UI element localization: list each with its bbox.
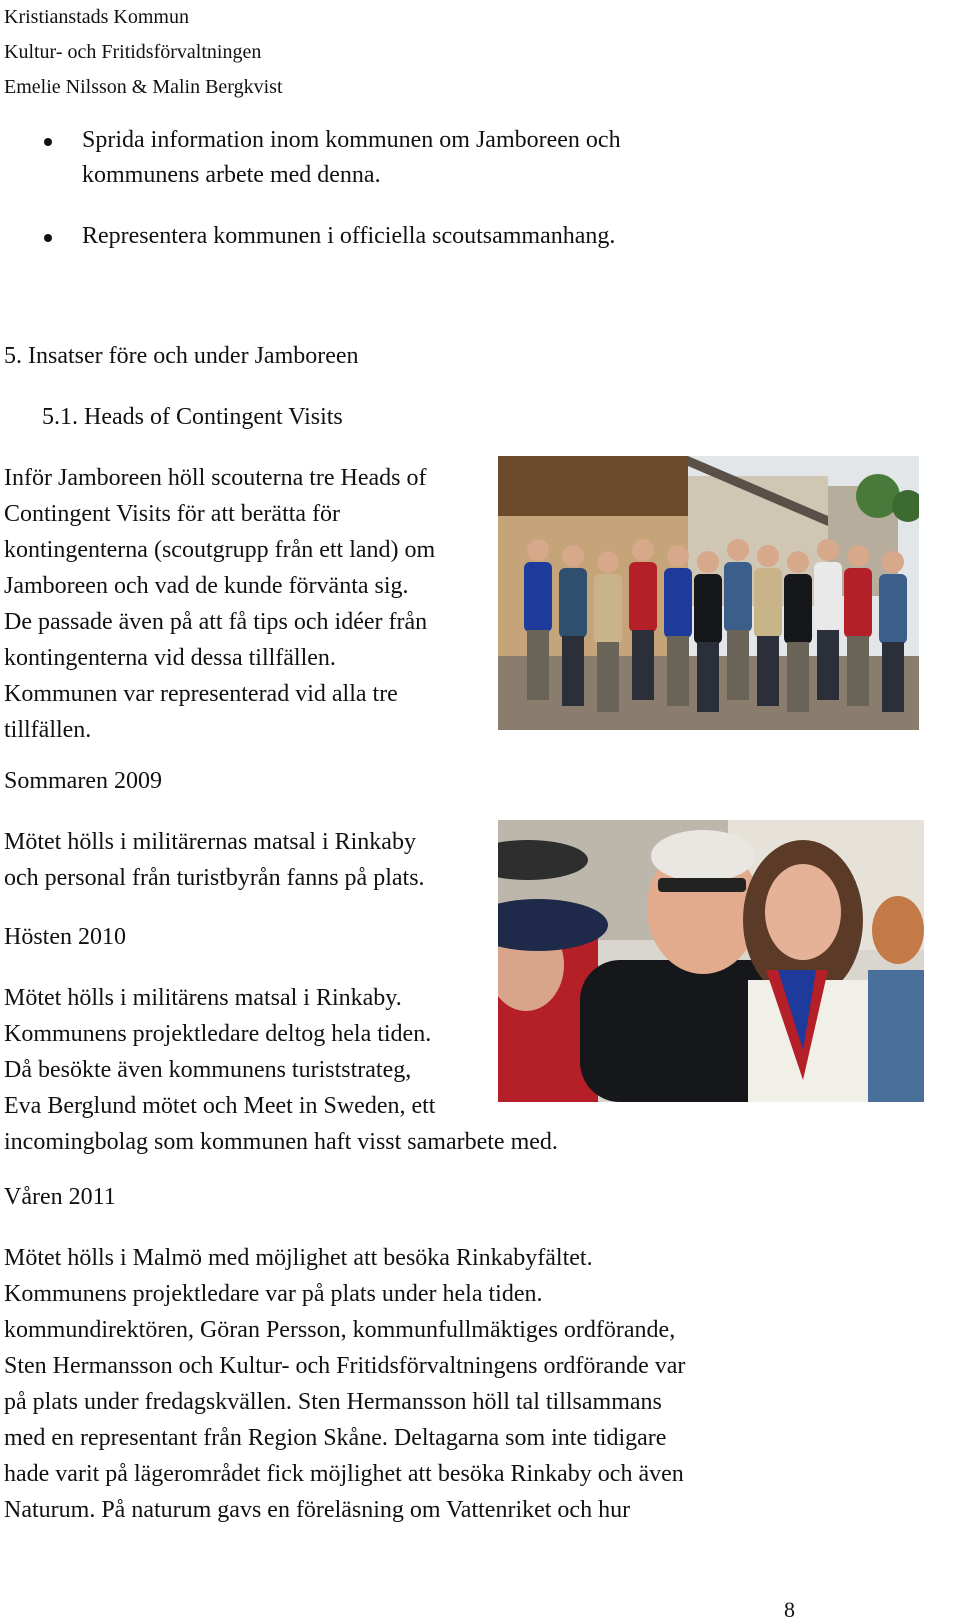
bullet-dot — [44, 138, 52, 146]
paragraph-line: Mötet hölls i militärernas matsal i Rinkaby — [4, 829, 416, 855]
subsection-heading: 5.1. Heads of Contingent Visits — [42, 404, 343, 430]
paragraph-line: Inför Jamboreen höll scouterna tre Heads of — [4, 465, 427, 491]
paragraph-line: med en representant från Region Skåne. Deltagarna som inte tidigare — [4, 1425, 667, 1451]
summer-2009-paragraph — [4, 824, 425, 896]
paragraph-line: hade varit på lägerområdet fick möjlighet att besöka Rinkaby och även — [4, 1461, 684, 1487]
bullet-dot — [44, 234, 52, 242]
page-number: 8 — [784, 1597, 795, 1622]
paragraph-line: på plats under fredagskvällen. Sten Hermansson höll tal tillsammans — [4, 1389, 662, 1415]
closeup-photo — [498, 820, 924, 1102]
paragraph-line: kontingenterna (scoutgrupp från ett land) om — [4, 537, 436, 563]
paragraph-line: Då besökte även kommunens turiststrateg, — [4, 1057, 412, 1083]
spring-2011-paragraph — [4, 1240, 685, 1528]
paragraph-line: och personal från turistbyrån fanns på plats. — [4, 865, 425, 891]
paragraph-line: Mötet hölls i Malmö med möjlighet att besöka Rinkabyfältet. — [4, 1245, 593, 1271]
spring-2011-title: Våren 2011 — [4, 1184, 116, 1210]
summer-2009-title: Sommaren 2009 — [4, 768, 162, 794]
paragraph-line: incomingbolag som kommunen haft visst samarbete med. — [4, 1129, 558, 1155]
paragraph-line: Mötet hölls i militärens matsal i Rinkaby. — [4, 985, 402, 1011]
bullet-text: Representera kommunen i officiella scoutsammanhang. — [82, 223, 616, 249]
paragraph-line: kommundirektören, Göran Persson, kommunfullmäktiges ordförande, — [4, 1317, 676, 1343]
document-header — [4, 0, 283, 105]
autumn-2010-title: Hösten 2010 — [4, 924, 126, 950]
paragraph-line: Kommunens projektledare var på plats under hela tiden. — [4, 1281, 543, 1307]
paragraph-line: kontingenterna vid dessa tillfällen. — [4, 645, 336, 671]
header-authors: Emelie Nilsson & Malin Bergkvist — [4, 76, 283, 98]
paragraph-line: tillfällen. — [4, 717, 92, 743]
bullet-text: Sprida information inom kommunen om Jamboreen och — [82, 127, 621, 153]
autumn-2010-paragraph — [4, 980, 558, 1160]
group-photo — [498, 456, 919, 730]
intro-paragraph — [4, 460, 494, 748]
paragraph-line: De passade även på att få tips och idéer från — [4, 609, 428, 635]
paragraph-line: Jamboreen och vad de kunde förvänta sig. — [4, 573, 409, 599]
paragraph-line: Kommunens projektledare deltog hela tiden. — [4, 1021, 432, 1047]
bullet-text: kommunens arbete med denna. — [82, 162, 381, 188]
header-municipality: Kristianstads Kommun — [4, 6, 189, 28]
paragraph-line: Eva Berglund mötet och Meet in Sweden, ett — [4, 1093, 436, 1119]
paragraph-line: Kommunen var representerad vid alla tre — [4, 681, 398, 707]
header-department: Kultur- och Fritidsförvaltningen — [4, 41, 262, 63]
paragraph-line: Contingent Visits för att berätta för — [4, 501, 341, 527]
paragraph-line: Naturum. På naturum gavs en föreläsning om Vattenriket och hur — [4, 1497, 631, 1523]
paragraph-line: Sten Hermansson och Kultur- och Fritidsförvaltningens ordförande var — [4, 1353, 686, 1379]
section-heading: 5. Insatser före och under Jamboreen — [4, 343, 359, 369]
